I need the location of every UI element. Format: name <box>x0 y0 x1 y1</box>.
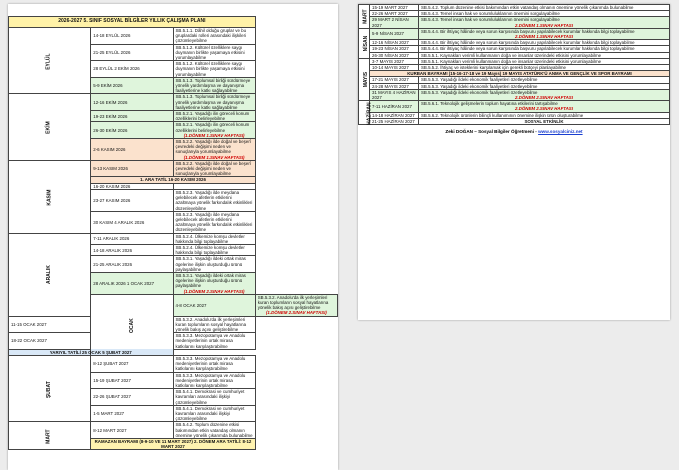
outcome-text: SB.5.3.2. Anadolu'da ilk yerleşimleri kuran toplumların sosyal hayatlarına yönelik bakış açısı geliştirebilme <box>175 316 247 332</box>
outcome-text: SOSYAL ETKİNLİK <box>524 118 564 124</box>
month-label <box>359 101 373 125</box>
week-date: 2-6 KASIM 2026 <box>91 139 173 161</box>
week-date: 14-18 ARALIK 2026 <box>91 244 173 255</box>
signature <box>358 125 670 138</box>
month-label <box>359 28 370 58</box>
exam-week-note: 2.DÖNEM 2.SINAV HAFTASI <box>515 95 573 101</box>
outcome-cell <box>173 355 255 372</box>
outcome-cell <box>173 77 255 94</box>
week-date: 19-23 NİSAN 2027 <box>370 46 419 52</box>
outcome-text: SB.5.3.2. Anadolu'da ilk yerleşimleri kuran toplumların sosyal hayatlarına yönelik bakış açısı geliştirebilme <box>257 294 329 311</box>
outcome-cell <box>255 294 337 316</box>
outcome-text: SB.5.2.3. Yaşadığı ilde meydana gelebilecek afetlerin etkilerini azaltmaya yönelik farkındalık etkinlikleri düzenleyebilme <box>175 211 253 233</box>
exam-week-note: (1.DÖNEM 1.SINAV HAFTASI) <box>183 132 245 138</box>
week-date: 17-21 MAYIS 2027 <box>370 77 419 83</box>
outcome-text: SB.5.5.3. Yaşadığı ildeki ekonomik faaliyetleri özetleyebilme <box>421 83 538 89</box>
week-date: 5-9 EKİM 2026 <box>91 77 173 94</box>
holiday-row: 1. ARA TATİL 16-20 KASIM 2026 <box>91 177 256 183</box>
week-date: 1-5 MART 2027 <box>91 405 173 422</box>
outcome-text: SB.5.4.1. Demokrasi ve cumhuriyet kavramları arasındaki ilişkiyi çözümleyebilme <box>175 405 245 422</box>
outcome-text: SB.5.1.2. Kültürel özelliklere saygı duymanın birlikte yaşamaya etkisini yorumlayabilme <box>175 61 245 77</box>
outcome-cell <box>173 94 255 111</box>
week-date: 8-12 MART 2027 <box>91 422 173 439</box>
outcome-text: SB.5.2.1. Yaşadığı ilin göreceli konum özelliklerini belirleyebilme <box>175 122 250 133</box>
outcome-cell <box>173 61 255 78</box>
week-date: 22-26 MART 2027 <box>370 11 419 17</box>
week-date: 7-11 HAZİRAN 2027 <box>370 101 419 112</box>
outcome-text: SB.5.4.3. Temel insan hak ve sorumluluklarının önemini sorgulayabilme <box>421 17 560 23</box>
week-date: 11-15 OCAK 2027 <box>9 316 91 333</box>
outcome-cell <box>173 422 255 439</box>
website-link[interactable]: www.sosyalciniz.net <box>538 129 583 135</box>
plan-title: 2026-2027 5. SINIF SOSYAL BİLGİLER YILLIK ÇALIŞMA PLANI <box>9 17 256 28</box>
plan-row <box>9 316 338 333</box>
week-date: 21-25 HAZİRAN 2027 <box>370 118 419 124</box>
outcome-text: SB.5.4.3. Temel insan hak ve sorumluluklarının önemini sorgulayabilme <box>421 11 560 17</box>
week-date: 22-26 ŞUBAT 2027 <box>91 389 173 406</box>
week-date: 23-27 KASIM 2026 <box>91 189 173 211</box>
outcome-text: SB.5.5.1. Kaynakları verimli kullanmanın doğa ve insanlar üzerindeki etkisini yorumlayabilme <box>421 58 602 64</box>
outcome-cell <box>173 389 255 406</box>
week-date: 16-20 KASIM 2026 <box>91 183 173 189</box>
outcome-text: SB.5.3.3. Mezopotamya ve Anadolu medeniyetlerinin ortak mirasa katkılarını karşılaştırabilme <box>175 372 246 388</box>
outcome-text: SB.5.6.2. Teknolojik ürünlerin bilinçli kullanımının önemine ilişkin ürün oluşturabilme <box>421 112 584 118</box>
plan-row <box>9 233 338 244</box>
outcome-text: SB.5.5.3. Yaşadığı ildeki ekonomik faaliyetleri özetleyebilme <box>421 89 538 95</box>
outcome-cell <box>173 189 255 211</box>
week-date: 26-30 NİSAN 2027 <box>370 52 419 58</box>
outcome-text: SB.5.4.1. Demokrasi ve cumhuriyet kavramları arasındaki ilişkiyi çözümleyebilme <box>175 389 245 405</box>
outcome-cell <box>173 44 255 61</box>
outcome-text: SB.5.5.3. Yaşadığı ildeki ekonomik faaliyetleri özetleyebilme <box>421 77 538 83</box>
outcome-cell <box>419 40 670 46</box>
signature-name: Zeki DOĞAN – Sosyal Bilgiler Öğretmeni - <box>445 129 537 135</box>
month-label <box>9 233 91 316</box>
plan-row <box>9 355 338 372</box>
plan-row <box>359 5 670 11</box>
outcome-cell <box>173 372 255 389</box>
outcome-text: SB.5.1.3. Toplumsal birliği sürdürmeye yönelik yardımlaşma ve dayanışma faaliyetlerine katkı sağlayabilme <box>175 77 251 94</box>
plan-row <box>359 118 670 124</box>
month-text: HAZİRAN <box>366 101 373 125</box>
week-date: 14-18 EYLÜL 2026 <box>91 28 173 45</box>
outcome-cell <box>419 89 670 100</box>
week-date: 3-7 MAYIS 2027 <box>370 58 419 64</box>
month-label <box>91 294 173 355</box>
holiday-row: YARIYIL TATİLİ 25 OCAK 5 ŞUBAT 2027 <box>9 349 174 355</box>
outcome-cell <box>173 333 255 350</box>
outcome-cell <box>173 256 255 273</box>
month-text: ŞUBAT <box>46 380 53 398</box>
exam-week-note: (1.DÖNEM 2.SINAV HAFTASI) <box>265 310 327 316</box>
exam-week-note: 2.DÖNEM 2.SINAV HAFTASI <box>515 106 573 112</box>
week-date: 15-19 ŞUBAT 2027 <box>91 372 173 389</box>
month-text: KASIM <box>46 189 53 206</box>
week-date: 9-13 KASIM 2026 <box>91 160 173 177</box>
outcome-text: SB.5.1.2. Kültürel özelliklere saygı duymanın birlikte yaşamaya etkisini yorumlayabilme <box>175 44 245 61</box>
week-date: 31 MAYIS 4 HAZİRAN 2027 <box>370 89 419 100</box>
outcome-text: SB.5.5.1. Kaynakları verimli kullanmanın doğa ve insanlar üzerindeki etkisini yorumlayabilme <box>421 52 602 58</box>
outcome-cell <box>173 211 255 233</box>
plan-row <box>9 94 338 111</box>
plan-row <box>359 28 670 39</box>
week-date: 8-12 ŞUBAT 2027 <box>91 355 173 372</box>
plan-row <box>9 28 338 45</box>
week-date: 28 EYLÜL 2 EKİM 2026 <box>91 61 173 78</box>
outcome-cell <box>173 122 255 139</box>
outcome-cell <box>173 160 255 177</box>
outcome-cell <box>173 28 255 45</box>
month-text: ARALIK <box>46 265 53 285</box>
week-date: 19-23 EKİM 2026 <box>91 111 173 122</box>
outcome-text: SB.5.4.4. Bir ihtiyaç hâlinde veya sorun karşısında başvuru yapılabilecek kurumlar hakkında bilgi toplayabilme <box>421 46 635 52</box>
month-label <box>9 422 91 450</box>
outcome-cell <box>419 17 670 28</box>
plan-row <box>9 333 338 350</box>
month-text: MART <box>362 9 369 25</box>
outcome-text: SB.5.3.3. Mezopotamya ve Anadolu medeniyetlerinin ortak mirasa katkılarını karşılaştırabilme <box>175 333 246 349</box>
week-date: 21-25 EYLÜL 2026 <box>91 44 173 61</box>
plan-table-2 <box>358 4 670 125</box>
plan-row <box>9 422 338 439</box>
week-date: 18-22 OCAK 2027 <box>9 333 91 350</box>
week-date: 12-16 NİSAN 2027 <box>370 40 419 46</box>
outcome-text: SB.5.4.2. Toplum düzenine etkisi bakımından etkin vatandaş olmanın önemine yönelik çıkarımda bulunabilme <box>175 422 253 438</box>
outcome-cell <box>173 405 255 422</box>
outcome-cell <box>419 5 670 11</box>
outcome-cell <box>419 101 670 112</box>
month-text: MART <box>46 429 53 444</box>
plan-page-2 <box>358 4 670 320</box>
month-text: EKİM <box>46 121 53 134</box>
week-date: 10-14 MAYIS 2027 <box>370 65 419 71</box>
month-label <box>359 5 370 29</box>
month-label <box>9 94 91 160</box>
month-label <box>9 160 91 233</box>
outcome-cell <box>173 233 255 244</box>
plan-row <box>359 40 670 46</box>
outcome-text: SB.5.1.1. Dâhil olduğu gruplar ve bu gruplardaki rolleri arasındaki ilişkileri çözümleyebilme <box>175 28 247 44</box>
outcome-text: SB.5.5.2. İhtiyaç ve isteklerini karşılamak için gerekli bütçeyi planlayabilme <box>421 65 566 71</box>
week-date: 14-18 HAZİRAN 2027 <box>370 112 419 118</box>
outcome-text: SB.5.6.1. Teknolojik gelişmelerin toplum hayatına etkilerini tartışabilme <box>421 101 558 107</box>
outcome-text: SB.5.3.1. Yaşadığı ildeki ortak miras ögelerine ilişkin oluşturduğu ürünü paylaşabilme <box>175 256 246 272</box>
holiday-row: RAMAZAN BAYRAMI (8-9-10 VE 11 MART 2027) 2. DÖNEM ARA TATİLİ: 8-12 MART 2027 <box>91 439 256 450</box>
outcome-text: SB.5.2.1. Yaşadığı ilin göreceli konum özelliklerini belirleyebilme <box>175 111 250 122</box>
outcome-text: SB.5.2.4. Ülkemize komşu devletler hakkında bilgi toplayabilme <box>175 244 245 256</box>
month-text: EYLÜL <box>46 53 53 70</box>
outcome-text: SB.5.1.3. Toplumsal birliği sürdürmeye yönelik yardımlaşma ve dayanışma faaliyetlerine katkı sağlayabilme <box>175 94 251 110</box>
month-label <box>9 355 91 421</box>
outcome-text: SB.5.4.4. Bir ihtiyaç hâlinde veya sorun karşısında başvuru yapılabilecek kurumlar hakkında bilgi toplayabilme <box>421 40 635 46</box>
plan-row <box>359 89 670 100</box>
holiday-row: KURBAN BAYRAMI (15-16-17-18 ve 19 Mayıs) 19 MAYIS ATATÜRK'Ü ANMA VE GENÇLİK VE SPOR BAYRAMI <box>370 71 670 77</box>
outcome-cell <box>173 111 255 122</box>
month-text: OCAK <box>128 318 135 333</box>
week-date: 30 KASIM 4 ARALIK 2026 <box>91 211 173 233</box>
outcome-cell <box>173 316 255 333</box>
week-date: 7-11 ARALIK 2026 <box>91 233 173 244</box>
week-date: 28 ARALIK 2026 1 OCAK 2027 <box>91 272 173 294</box>
month-text: NİSAN <box>363 36 370 52</box>
exam-week-note: (1.DÖNEM 2.SINAV HAFTASI) <box>183 288 245 294</box>
week-date: 29 MART 2 NİSAN 2027 <box>370 17 419 28</box>
outcome-text: SB.5.2.3. Yaşadığı ilde meydana gelebilecek afetlerin etkilerini azaltmaya yönelik farkındalık etkinlikleri düzenleyebilme <box>175 189 253 211</box>
week-date: 5-9 NİSAN 2027 <box>370 28 419 39</box>
week-date: 26-30 EKİM 2026 <box>91 122 173 139</box>
outcome-cell <box>173 244 255 255</box>
plan-row <box>359 46 670 52</box>
outcome-cell <box>419 118 670 124</box>
week-date: 24-28 MAYIS 2027 <box>370 83 419 89</box>
outcome-cell <box>419 46 670 52</box>
plan-page-1 <box>8 4 338 470</box>
week-date: 21-25 ARALIK 2026 <box>91 256 173 273</box>
exam-week-note: 2.DÖNEM 1.SINAV HAFTASI <box>515 22 573 28</box>
week-date: 4-8 OCAK 2027 <box>173 294 255 316</box>
month-text: MAYIS <box>363 72 370 88</box>
outcome-cell <box>173 272 255 294</box>
plan-row <box>359 17 670 28</box>
week-date: 15-19 MART 2027 <box>370 5 419 11</box>
outcome-text: SB.5.2.4. Ülkemize komşu devletler hakkında bilgi toplayabilme <box>175 233 245 244</box>
plan-table-1 <box>8 16 338 450</box>
exam-week-note: (1.DÖNEM 1.SINAV HAFTASI) <box>183 154 245 160</box>
outcome-text: SB.5.3.3. Mezopotamya ve Anadolu medeniyetlerinin ortak mirasa katkılarını karşılaştırabilme <box>175 355 246 372</box>
outcome-text: SB.5.4.4. Bir ihtiyaç hâlinde veya sorun karşısında başvuru yapılabilecek kurumlar hakkında bilgi toplayabilme <box>421 28 635 34</box>
outcome-text: SB.5.2.2. Yaşadığı ilde doğal ve beşerî çevredeki değişimi neden ve sonuçlarıyla yorumlayabilme <box>175 139 252 155</box>
outcome-cell <box>419 28 670 39</box>
month-label <box>9 28 91 94</box>
exam-week-note: 2.DÖNEM 1.SINAV HAFTASI <box>515 34 573 40</box>
outcome-text: SB.5.3.1. Yaşadığı ildeki ortak miras ögelerine ilişkin oluşturduğu ürünü paylaşabilme <box>175 272 246 289</box>
outcome-text: SB.5.4.2. Toplum düzenine etkisi bakımından etkin vatandaş olmanın önemine yönelik çıkarımda bulunabilme <box>421 5 634 10</box>
outcome-cell <box>173 139 255 161</box>
outcome-text: SB.5.2.2. Yaşadığı ilde doğal ve beşerî çevredeki değişimi neden ve sonuçlarıyla yorumlayabilme <box>175 160 252 177</box>
month-label <box>359 58 370 100</box>
plan-row <box>359 101 670 112</box>
plan-row <box>9 160 338 177</box>
week-date: 12-16 EKİM 2026 <box>91 94 173 111</box>
